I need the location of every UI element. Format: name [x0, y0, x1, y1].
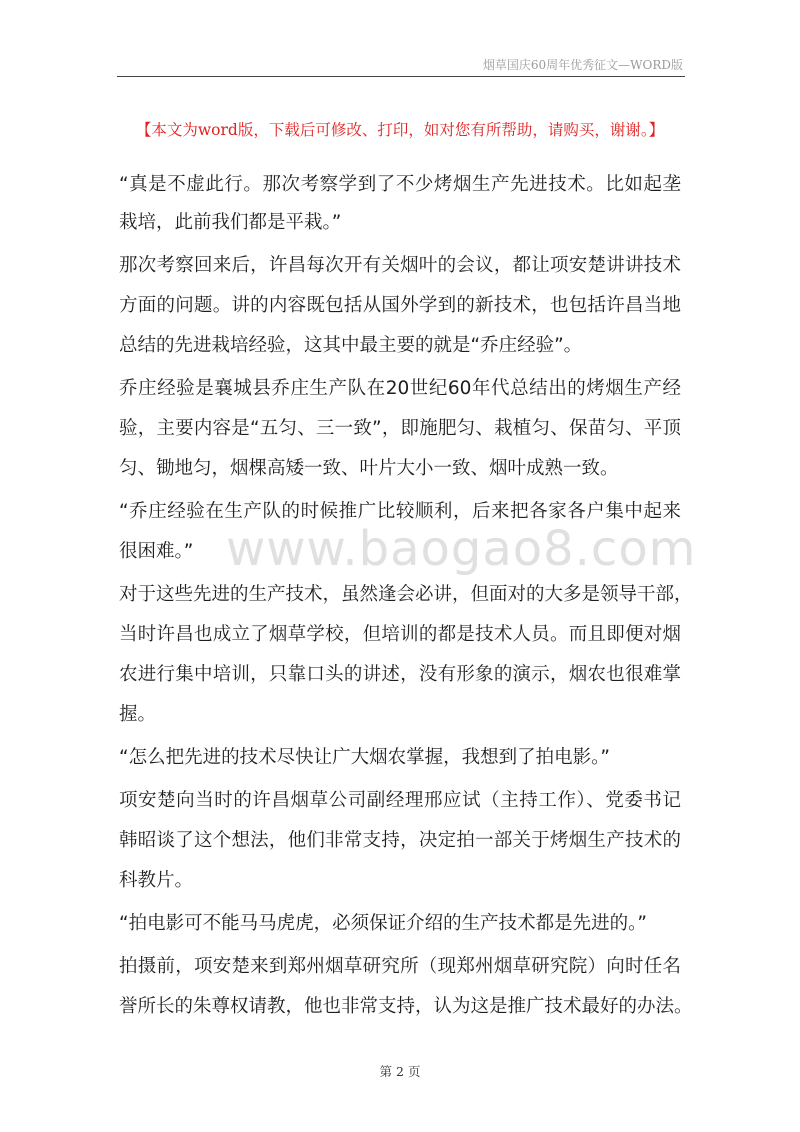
body-line: 栽培，此前我们都是平栽。” [119, 212, 342, 233]
page-number: 第 2 页 [379, 1064, 421, 1079]
body-line: 对于这些先进的生产技术，虽然逢会必讲，但面对的大多是领导干部， [119, 584, 693, 605]
header-title: 烟草国庆60周年优秀征文—WORD版 [482, 58, 683, 72]
body-line: 农进行集中培训，只靠口头的讲述，没有形象的演示，烟农也很难掌 [119, 664, 681, 685]
body-line: 科教片。 [119, 870, 194, 891]
body-line: 当时许昌也成立了烟草学校，但培训的都是技术人员。而且即便对烟 [119, 624, 681, 645]
body-line: 方面的问题。讲的内容既包括从国外学到的新技术，也包括许昌当地 [119, 295, 681, 316]
body-line: 项安楚向当时的许昌烟草公司副经理邢应试（主持工作）、党委书记 [119, 790, 681, 811]
watermark: www.baogao8.com [226, 521, 697, 577]
body-line: 韩昭谈了这个想法，他们非常支持，决定拍一部关于烤烟生产技术的 [119, 830, 681, 851]
body-line: “拍电影可不能马马虎虎，必须保证介绍的生产技术都是先进的。” [119, 913, 647, 934]
body-line: “怎么把先进的技术尽快让广大烟农掌握，我想到了拍电影。” [119, 747, 610, 768]
body-line: “真是不虚此行。那次考察学到了不少烤烟生产先进技术。比如起垄 [119, 174, 681, 195]
body-line: 很困难。” [119, 541, 194, 562]
body-line: 誉所长的朱尊权请教，他也非常支持，认为这是推广技术最好的办法。 [119, 996, 693, 1017]
body-line: 拍摄前，项安楚来到郑州烟草研究所（现郑州烟草研究院）向时任名 [119, 956, 681, 977]
body-line: 验，主要内容是“五匀、三一致”，即施肥匀、栽植匀、保苗匀、平顶 [119, 418, 681, 439]
body-line: 那次考察回来后，许昌每次开有关烟叶的会议，都让项安楚讲讲技术 [119, 255, 681, 276]
body-line: “乔庄经验在生产队的时候推广比较顺利，后来把各家各户集中起来 [119, 501, 681, 522]
body-line: 总结的先进栽培经验，这其中最主要的就是“乔庄经验”。 [119, 335, 583, 356]
body-line: 乔庄经验是襄城县乔庄生产队在20世纪60年代总结出的烤烟生产经 [119, 378, 681, 399]
body-line: 匀、锄地匀，烟棵高矮一致、叶片大小一致、烟叶成熟一致。 [119, 458, 619, 479]
body-line: 握。 [119, 704, 157, 725]
page-header [117, 52, 685, 77]
purchase-notice: 【本文为word版，下载后可修改、打印，如对您有所帮助，请购买，谢谢。】 [135, 121, 665, 139]
